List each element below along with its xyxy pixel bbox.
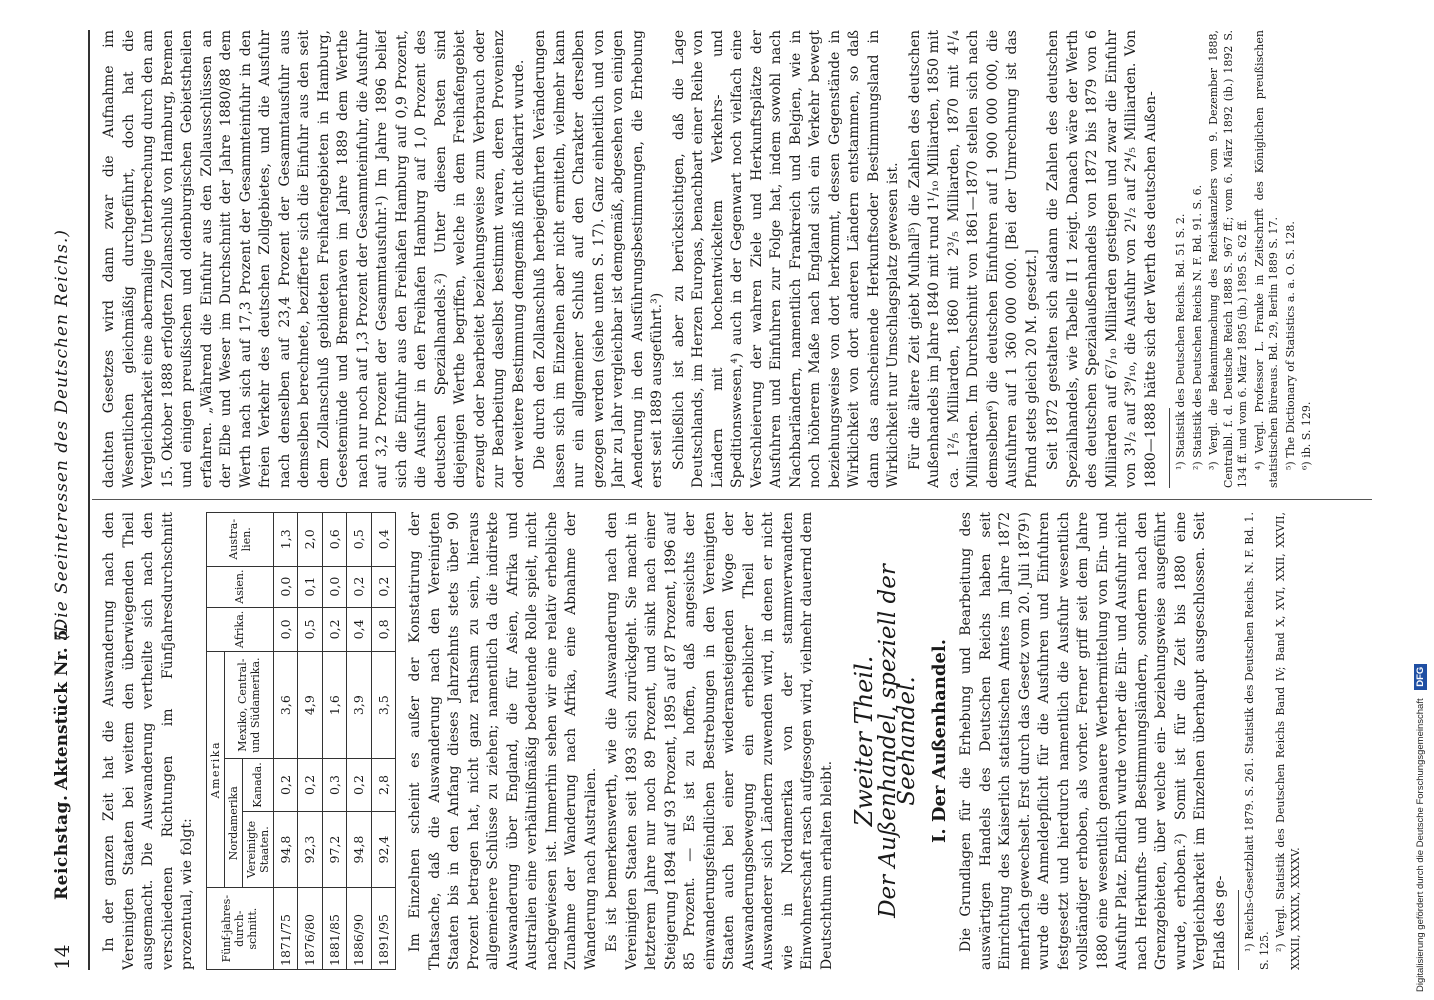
funding-credit: Digitalisierung gefördert durch die Deutsche Forschungsgemeinschaft xyxy=(1415,698,1426,992)
cell-percent: 0,2 xyxy=(347,759,372,812)
header-center: Aktenstück Nr. 5. xyxy=(52,623,72,790)
paragraph-4: Für die ältere Zeit giebt Mulhall⁵) die Zahlen des deutschen Außenhandels im Jahre 1840 mit rund 1¹/₁₀ Milliarden, 1850 mit ca. 1²/₅ Milliarden, 1860 mit 2³/₅ Milliarden, 1870 mit 4¹/₄ Milliarden. Im Durchschnitt von 1861—1870 stellen sich nach demselben⁶) die deutschen Einfuhren auf 1 900 000 000, die Ausfuhren auf 1 360 000 000. [Bei der Umrechnung ist das Pfund stets gleich 20 M. gesetzt.] xyxy=(906,30,1040,488)
cell-percent: 0,4 xyxy=(371,513,396,567)
th-vereinigte-staaten: Vereinigte Staaten. xyxy=(242,811,273,888)
header-left: Reichstag. xyxy=(52,794,72,900)
cell-percent: 3,6 xyxy=(273,652,298,759)
footnote-rule xyxy=(1169,408,1170,488)
cell-percent: 0,6 xyxy=(322,513,347,567)
cell-percent: 92,4 xyxy=(371,811,396,888)
cell-percent: 0,0 xyxy=(273,566,298,607)
footnote: ³) Vergl. die Bekanntmachung des Reichskanzlers vom 9. Dezember 1888, Centralbl. f. d. Deutsche Reich 1888 S. 967 ff.; vom 6. März 1892 (ib.) 1892 S. 134 ff. und vom 6. März 1895 (ib.) 1895 S. 62 ff. xyxy=(1207,30,1249,488)
cell-percent: 0,0 xyxy=(322,566,347,607)
cell-percent: 3,5 xyxy=(371,652,396,759)
th-kanada: Kanada. xyxy=(242,759,273,812)
cell-percent: 1,3 xyxy=(273,513,298,567)
page-number: 14 xyxy=(50,944,74,970)
table-row xyxy=(298,513,323,970)
cell-percent: 0,2 xyxy=(298,759,323,812)
sidebar-text-line xyxy=(1412,8,1430,992)
emigration-table xyxy=(206,512,397,970)
emigration-table-body xyxy=(273,513,396,970)
cell-percent: 2,8 xyxy=(371,759,396,812)
paragraph-5: Seit 1872 gestalten sich alsdann die Zahlen des deutschen Spezialhandels, wie Tabelle II 1 zeigt. Danach wäre der Werth des deutschen Spezialaußenhandels von 1872 bis 1879 von 6 Milliarden auf 6⁷/₁₀ Milliarden gestiegen und zwar die Einfuhr von 3¹/₂ auf 3⁹/₁₀, die Ausfuhr von 2¹/₂ auf 2⁴/₅ Milliarden. Von 1880—1888 hätte sich der Werth des deutschen Außen- xyxy=(1045,30,1159,488)
cell-percent: 0,5 xyxy=(298,607,323,651)
paragraph-2: Im Einzelnen scheint es außer der Konstatirung der Thatsache, daß die Auswanderung nach den Vereinigten Staaten bis in den Anfang dieses Jahrzehnts stets über 90 Prozent betragen hat, nicht ganz rathsam zu sein, hieraus allgemeinere Schlüsse zu ziehen; namentlich da die indirekte Auswanderung über England, die für Asien, Afrika und Australien eine verhältnißmäßig bedeutende Rolle spielt, nicht nachgewiesen ist. Immerhin sehen wir eine relativ erhebliche Zunahme der Wanderung nach Afrika, eine Abnahme der Wanderung nach Australien. xyxy=(407,512,599,970)
paragraph-3: Schließlich ist aber zu berücksichtigen, daß die Lage Deutschlands, im Herzen Europas, benachbart einer Reihe von Ländern mit hochentwickeltem Verkehrs- und Speditionswesen,⁴) auch in der Gegenwart noch vielfach eine Verschleierung der wahren Ziele und Herkunftsplätze der Ausfuhren und Einfuhren zur Folge hat, indem sowohl nach Nachbarländern, namentlich Frankreich und Belgien, wie in noch höherem Maße nach England sich ein Verkehr bewegt beziehungsweise von dort herkommt, dessen Gegenstände in Wirklichkeit von dort anderen Ländern entstammen, so daß dann das anscheinende Herkunftsoder Bestimmungsland in Wirklichkeit nur Umschlagsplatz gewesen ist. xyxy=(670,30,901,488)
running-title: (Die Seeinteressen des Deutschen Reichs.) xyxy=(52,229,72,640)
paragraph-3: Es ist bemerkenswerth, wie die Auswanderung nach den Vereinigten Staaten seit 1893 sich zurückgeht. Sie macht in letzterem Jahre nur noch 89 Prozent, und sinkt nach einer Steigerung 1894 auf 93 Prozent, 1895 auf 87 Prozent, 1896 auf 85 Prozent. — Es ist zu hoffen, daß angesichts der einwanderungsfeindlichen Bestrebungen in den Vereinigten Staaten auch bei einer wiederansteigenden Woge der Auswanderungsbewegung ein erheblicher Theil der Auswanderer sich Ländern zuwenden wird, in denen er nicht wie in Nordamerika von der stammverwandten Einwohnerschaft rasch aufgesogen wird, vielmehr dauernd dem Deutschthum erhalten bleibt. xyxy=(604,512,835,970)
th-mexiko: Mexiko, Central- und Südamerika. xyxy=(224,652,273,759)
footnote-rule xyxy=(1238,890,1239,970)
footnote: ¹) Reichs-Gesetzblatt 1879. S. 261. Statistik des Deutschen Reichs. N. F. Bd. 1. S. 125. xyxy=(1243,512,1271,970)
cell-percent: 0,2 xyxy=(347,566,372,607)
part-title: Zweiter Theil. xyxy=(850,655,878,827)
cell-period: 1886/90 xyxy=(347,888,372,970)
th-afrika: Afrika. xyxy=(206,607,273,651)
cell-period: 1876/80 xyxy=(298,888,323,970)
cell-percent: 4,9 xyxy=(298,652,323,759)
table-row xyxy=(371,513,396,970)
cell-period: 1881/85 xyxy=(322,888,347,970)
header-rule xyxy=(88,30,90,970)
th-australien: Austra-lien. xyxy=(206,513,273,567)
cell-percent: 0,2 xyxy=(371,566,396,607)
paragraph-continued: dachten Gesetzes wird dann zwar die Aufnahme im Wesentlichen gleichmäßig durchgeführt, doch hat die Vergleichbarkeit eine abermalige Unterbrechung durch den am 15. Oktober 1888 erfolgten Zollanschluß von Hamburg, Bremen und einigen preußischen und oldenburgischen Gebietstheilen erfahren. „Während die Einfuhr aus den Zollausschlüssen an der Elbe und Weser im Durchschnitt der Jahre 1880/88 dem Werth nach sich auf 17,3 Prozent der Gesammteinfuhr in den freien Verkehr des deutschen Zollgebietes, und die Ausfuhr nach denselben auf 23,4 Prozent der Gesammtausfuhr aus demselben berechnete, bezifferte sich die Einfuhr aus den seit dem Zollanschluß gebildeten Freihafengebieten in Hamburg, Geestemünde und Bremerhaven im Jahre 1889 dem Werthe nach nur noch auf 1,3 Prozent der Gesammteinfuhr, die Ausfuhr auf 3,2 Prozent der Gesammtausfuhr.¹) Im Jahre 1896 belief sich die Einfuhr aus den Freihafen Hamburg auf 0,9 Prozent, die Ausfuhr in den Freihafen Hamburg auf 1,0 Prozent des deutschen Spezialhandels.²) Unter diesen Posten sind diejenigen Werthe begriffen, welche in dem Freihafengebiet erzeugt oder bearbeitet beziehungsweise zum Verbrauch oder zur Bearbeitung daselbst bestimmt waren, deren Provenienz oder weitere Bestimmung demgemäß nicht deklarirt wurde. xyxy=(101,30,527,488)
digitization-sidebar xyxy=(1412,8,1430,992)
cell-period: 1871/75 xyxy=(273,888,298,970)
footnote: ⁶) ib. S. 129. xyxy=(1300,401,1313,470)
cell-percent: 0,3 xyxy=(322,759,347,812)
th-amerika: Amerika xyxy=(206,652,224,888)
cell-percent: 94,8 xyxy=(347,811,372,888)
table-row xyxy=(273,513,298,970)
cell-percent: 94,8 xyxy=(273,811,298,888)
cell-percent: 1,6 xyxy=(322,652,347,759)
cell-percent: 0,4 xyxy=(347,607,372,651)
cell-percent: 0,8 xyxy=(371,607,396,651)
paragraph-4: Die Grundlagen für die Erhebung und Bearbeitung des auswärtigen Handels des Deutschen Reichs haben seit Einrichtung des Kaiserlich statistischen Amtes im Jahre 1872 mehrfach gewechselt. Erst durch das Gesetz vom 20. Juli 1879¹) wurde die Anmeldepflicht für die Ausfuhren und Einfuhren festgesetzt und hierdurch namentlich die Ausfuhr wesentlich vollständiger erhoben, als vorher. Ferner griff seit dem Jahre 1880 eine wesentlich genauere Werthermittelung von Ein- und Ausfuhr Platz. Endlich wurde vorher die Ein- und Ausfuhr nicht nach Herkunfts- und Bestimmungsländern, sondern nach den Grenzgebieten, über welche ein- beziehungsweise ausgeführt wurde, erhoben.²) Somit ist für die Zeit bis 1880 eine Vergleichbarkeit im Einzelnen überhaupt ausgeschlossen. Seit Erlaß des ge- xyxy=(958,512,1228,970)
section-title: I. Der Außenhandel. xyxy=(928,639,950,844)
footnote: ⁴) Vergl. Professor L. Franke in Zeitschrift des Königlichen preußischen statistischen Büreaus. Bd. 29, Berlin 1889 S. 17. xyxy=(1252,30,1280,488)
paragraph-2: Die durch den Zollanschluß herbeigeführten Veränderungen lassen sich im Einzelnen aber nicht ermitteln, vielmehr kann nur ein allgemeiner Schluß auf den Charakter derselben gezogen werden (siehe unten S. 17). Ganz einheitlich und von Jahr zu Jahr vergleichbar ist demgemäß, abgesehen von einigen Aenderung in den Ausführungsbestimmungen, die Erhebung erst seit 1889 ausgeführt.³) xyxy=(532,30,665,488)
footnote: ⁵) The Dictionary of Statistics a. a. O. S. 128. xyxy=(1283,221,1297,470)
column-separator xyxy=(92,499,1372,500)
cell-percent: 97,2 xyxy=(322,811,347,888)
cell-percent: 92,3 xyxy=(298,811,323,888)
paragraph-intro: In der ganzen Zeit hat die Auswanderung nach den Vereinigten Staaten bei weitem den überwiegenden Theil ausgemacht. Die Auswanderung vertheilte sich nach den verschiedenen Richtungen im Fünfjahresdurchschnitt prozentual, wie folgt: xyxy=(101,512,195,970)
th-nordamerika: Nordamerika xyxy=(224,759,242,888)
footnote: ²) Vergl. Statistik des Deutschen Reichs Band IV; Band X, XVI, XXII, XXVII, XXXII, XXXIX, XXXXV. xyxy=(1274,512,1302,970)
cell-percent: 0,1 xyxy=(298,566,323,607)
footnote: ²) Statistik des Deutschen Reichs N. F. Bd. 91. S. 6. xyxy=(1190,184,1204,470)
cell-percent: 3,9 xyxy=(347,652,372,759)
dfg-logo: DFG xyxy=(1414,664,1427,690)
part-subtitle: Der Außenhandel, speziell der Seehandel. xyxy=(874,564,920,918)
cell-percent: 2,0 xyxy=(298,513,323,567)
left-column xyxy=(100,512,1380,970)
table-row xyxy=(347,513,372,970)
cell-percent: 0,5 xyxy=(347,513,372,567)
th-period: Fünf-jahres-durch-schnitt. xyxy=(206,888,273,970)
page-header xyxy=(44,30,84,970)
cell-period: 1891/95 xyxy=(371,888,396,970)
cell-percent: 0,0 xyxy=(273,607,298,651)
right-column xyxy=(100,30,1380,488)
table-row xyxy=(322,513,347,970)
cell-percent: 0,2 xyxy=(273,759,298,812)
th-asien: Asien. xyxy=(206,566,273,607)
footnote: ¹) Statistik des Deutschen Reichs. Bd. 51 S. 2. xyxy=(1174,213,1187,470)
cell-percent: 0,2 xyxy=(322,607,347,651)
